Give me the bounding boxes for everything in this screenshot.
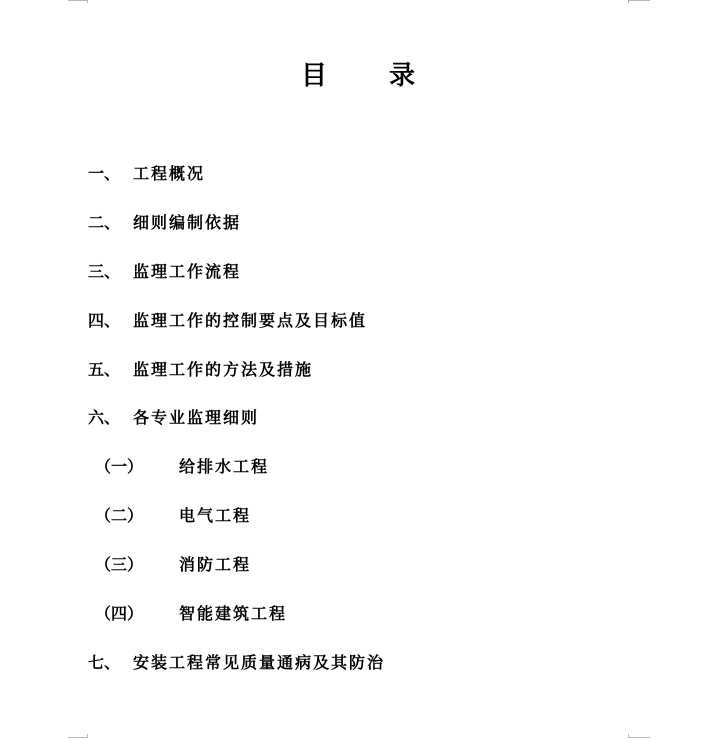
toc-item-number: 五、: [88, 360, 121, 379]
toc-item-number: 四、: [88, 311, 121, 330]
toc-item-number: （一）: [95, 457, 144, 476]
crop-mark-bottom-right-h: [628, 737, 650, 738]
crop-mark-top-left-v: [87, 0, 88, 3]
title-char-2: 录: [389, 61, 416, 91]
toc-item-label: 各专业监理细则: [133, 408, 260, 427]
toc-item-number: （三）: [95, 555, 144, 574]
page-title: [0, 58, 716, 94]
toc-item-label: 消防工程: [179, 555, 252, 574]
toc-item-label: 电气工程: [179, 506, 252, 525]
crop-mark-top-right-h: [628, 0, 650, 1]
toc-item-number: 一、: [88, 164, 121, 183]
crop-mark-bottom-left-h: [68, 737, 88, 738]
toc-item-label: 监理工作流程: [133, 262, 242, 281]
crop-mark-bottom-left-v: [87, 734, 88, 738]
crop-mark-top-left-h: [68, 0, 88, 1]
toc-item-label: 细则编制依据: [133, 213, 242, 232]
toc-item-number: 二、: [88, 213, 121, 232]
toc-item-label: 安装工程常见质量通病及其防治: [133, 653, 386, 672]
toc-item-number: （二）: [95, 506, 144, 525]
toc-item-label: 给排水工程: [179, 457, 270, 476]
toc-item-number: 三、: [88, 262, 121, 281]
toc-item-number: 六、: [88, 408, 121, 427]
toc-item-label: 工程概况: [133, 164, 206, 183]
toc-item-number: （四）: [95, 604, 144, 623]
toc-item-label: 监理工作的控制要点及目标值: [133, 311, 368, 330]
crop-mark-bottom-right-v: [628, 734, 629, 738]
toc-item-label: 监理工作的方法及措施: [133, 360, 314, 379]
title-char-1: 目: [300, 61, 327, 91]
crop-mark-top-right-v: [628, 0, 629, 3]
toc-item-label: 智能建筑工程: [179, 604, 288, 623]
toc-item-number: 七、: [88, 653, 121, 672]
